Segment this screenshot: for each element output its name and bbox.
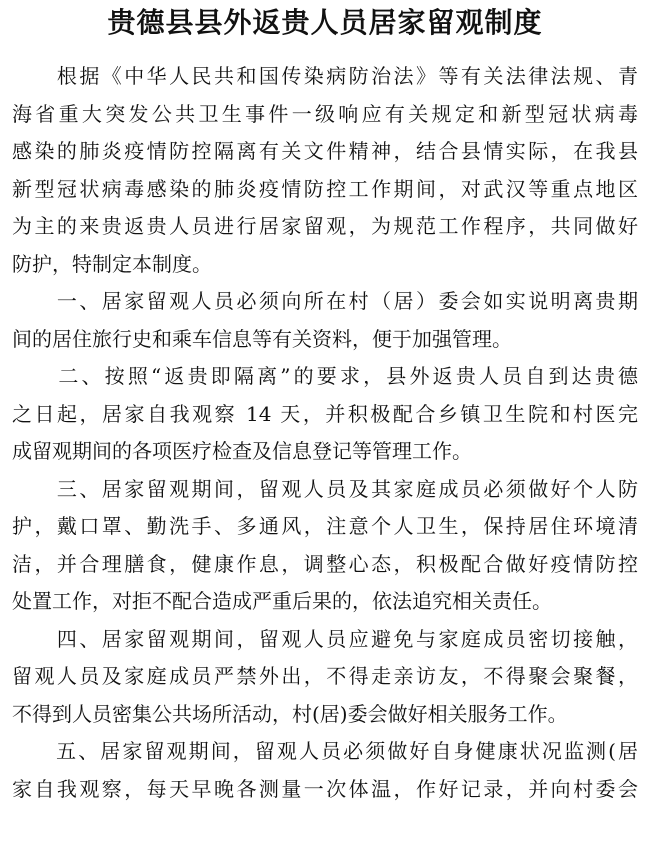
text-line: 洁，并合理膳食，健康作息，调整心态，积极配合做好疫情防控 [12, 551, 638, 576]
text-line: 新型冠状病毒感染的肺炎疫情防控工作期间，对武汉等重点地区 [12, 176, 638, 201]
text-line: 留观人员及家庭成员严禁外出，不得走亲访友，不得聚会聚餐， [12, 664, 638, 688]
text-line: 防护，特制定本制度。 [12, 251, 212, 276]
paragraph-preamble [12, 58, 638, 283]
text-line: 家自我观察，每天早晚各测量一次体温，作好记录，并向村委会 [12, 776, 638, 801]
text-line: 间的居住旅行史和乘车信息等有关资料，便于加强管理。 [12, 326, 512, 351]
text-line: 护，戴口罩、勤洗手、多通风，注意个人卫生，保持居住环境清 [12, 514, 638, 538]
text-line: 之日起，居家自我观察 14 天，并积极配合乡镇卫生院和村医完 [12, 401, 638, 426]
text-line: 成留观期间的各项医疗检查及信息登记等管理工作。 [12, 439, 472, 463]
paragraph-article-1 [12, 283, 638, 358]
text-line: 一、居家留观人员必须向所在村（居）委会如实说明离贵期 [12, 289, 638, 313]
text-line: 五、居家留观期间，留观人员必须做好自身健康状况监测(居 [12, 739, 638, 763]
document-body [12, 58, 638, 808]
text-line: 二、按照“返贵即隔离”的要求，县外返贵人员自到达贵德 [12, 364, 638, 388]
paragraph-article-3 [12, 471, 638, 621]
paragraph-article-2 [12, 358, 638, 471]
paragraph-article-4 [12, 621, 638, 734]
text-line: 不得到人员密集公共场所活动，村(居)委会做好相关服务工作。 [12, 701, 568, 726]
text-line: 海省重大突发公共卫生事件一级响应有关规定和新型冠状病毒 [12, 101, 638, 126]
text-line: 根据《中华人民共和国传染病防治法》等有关法律法规、青 [12, 64, 638, 88]
document-title: 贵德县县外返贵人员居家留观制度 [107, 6, 543, 39]
text-line: 三、居家留观期间，留观人员及其家庭成员必须做好个人防 [12, 476, 638, 501]
text-line: 处置工作，对拒不配合造成严重后果的，依法追究相关责任。 [12, 589, 552, 613]
text-line: 感染的肺炎疫情防控隔离有关文件精神，结合县情实际，在我县 [12, 139, 638, 163]
text-line: 为主的来贵返贵人员进行居家留观，为规范工作程序，共同做好 [12, 214, 638, 238]
paragraph-article-5 [12, 733, 638, 808]
text-line: 四、居家留观期间，留观人员应避免与家庭成员密切接触， [12, 626, 638, 651]
